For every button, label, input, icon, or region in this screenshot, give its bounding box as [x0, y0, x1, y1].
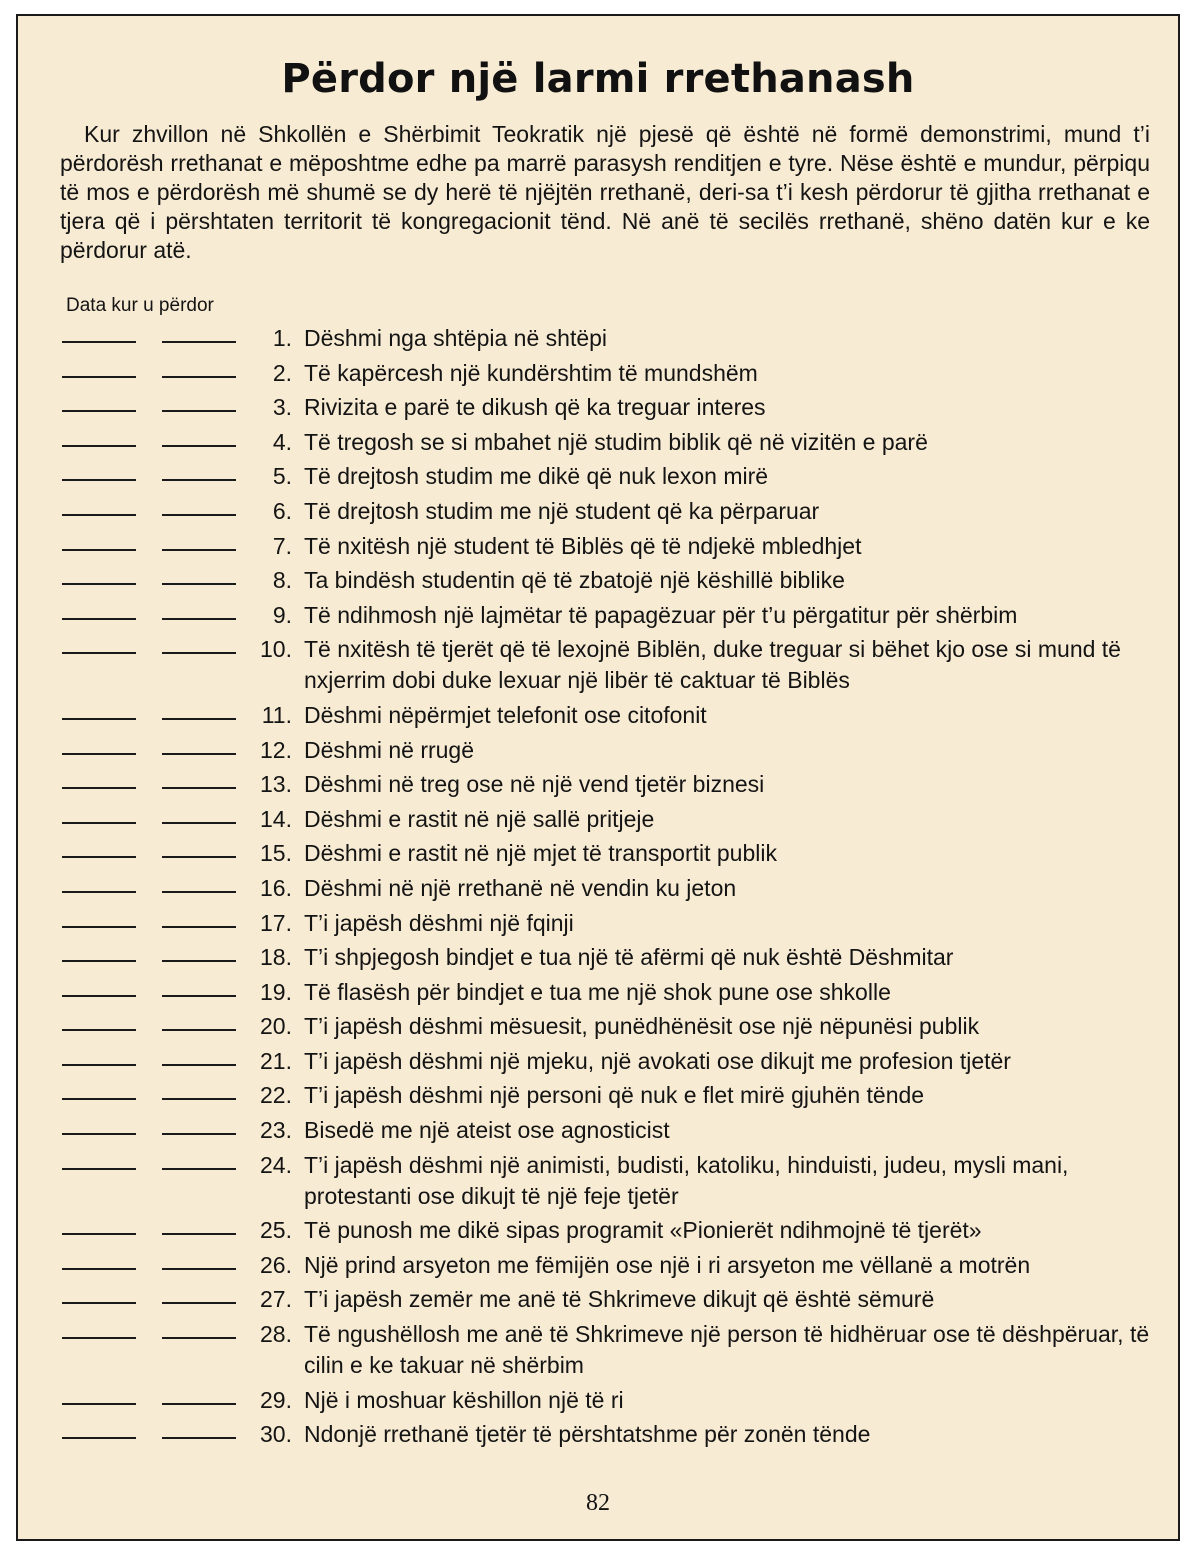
list-item [62, 769, 1162, 800]
item-number: 8. [272, 567, 292, 594]
date-blank-1[interactable] [62, 1250, 136, 1270]
date-blank-2[interactable] [162, 838, 236, 858]
item-text: Rivizita e parë te dikush që ka treguar interes [304, 394, 766, 421]
item-text: Ndonjë rrethanë tjetër të përshtatshme për zonën tënde [304, 1421, 871, 1448]
item-text: T’i japësh dëshmi një fqinji [304, 909, 574, 936]
item-text: Të flasësh për bindjet e tua me një shok pune ose shkolle [304, 978, 891, 1005]
item-number: 11. [261, 701, 292, 728]
item-number: 30. [260, 1421, 292, 1448]
item-number: 10. [260, 636, 292, 663]
date-blank-1[interactable] [62, 1419, 136, 1439]
date-blank-1[interactable] [62, 461, 136, 481]
item-text: T’i japësh dëshmi mësuesit, punëdhënësit ose një nëpunësi publik [304, 1013, 980, 1040]
date-blank-2[interactable] [162, 735, 236, 755]
item-number: 5. [272, 463, 292, 490]
list-item [62, 1215, 1162, 1246]
date-blank-2[interactable] [162, 600, 236, 620]
date-blank-1[interactable] [62, 1284, 136, 1304]
date-blank-1[interactable] [62, 323, 136, 343]
date-blank-1[interactable] [62, 977, 136, 997]
date-blank-1[interactable] [62, 804, 136, 824]
item-number: 4. [272, 428, 292, 455]
item-number: 24. [260, 1151, 292, 1178]
item-number: 13. [260, 771, 292, 798]
list-item [62, 1250, 1162, 1281]
list-item [62, 323, 1162, 354]
date-blank-1[interactable] [62, 1080, 136, 1100]
item-number: 1. [272, 325, 292, 351]
list-item [62, 1284, 1162, 1315]
date-blank-2[interactable] [162, 942, 236, 962]
item-text: Bisedë me një ateist ose agnosticist [304, 1117, 670, 1144]
list-item [62, 427, 1162, 458]
list-item [62, 392, 1162, 423]
date-blank-2[interactable] [162, 1115, 236, 1135]
item-number: 19. [260, 978, 292, 1005]
item-number: 27. [260, 1286, 292, 1313]
item-text: Të tregosh se si mbahet një studim biblik që në vizitën e parë [304, 428, 928, 455]
item-number: 28. [260, 1321, 292, 1348]
item-number: 29. [260, 1386, 292, 1413]
date-blank-2[interactable] [162, 1080, 236, 1100]
item-text: Dëshmi nga shtëpia në shtëpi [304, 325, 608, 351]
list-item [62, 634, 1162, 696]
date-blank-1[interactable] [62, 1150, 136, 1170]
list-item [62, 531, 1162, 562]
date-blank-2[interactable] [162, 1011, 236, 1031]
date-blank-1[interactable] [62, 735, 136, 755]
date-blank-1[interactable] [62, 908, 136, 928]
date-blank-2[interactable] [162, 427, 236, 447]
intro-paragraph: Kur zhvillon në Shkollën e Shërbimit Teokratik një pjesë që është në formë demonstrimi, mund t’i përdorësh rrethanat e mëposhtme edhe pa marrë parasysh renditjen e tyre. Nëse është e mundur, përpiqu të mos e përdorësh më shumë se dy herë të njëjtën rrethanë, deri-sa t’i kesh përdorur të gjitha rrethanat e tjera që i përshtaten territorit të kongregacionit tënd. Në anë të secilës rrethanë, shëno datën kur e ke përdorur atë. [60, 121, 1150, 263]
item-number: 2. [272, 359, 292, 386]
date-blank-1[interactable] [62, 565, 136, 585]
list-item [62, 977, 1162, 1008]
item-text: Të ndihmosh një lajmëtar të papagëzuar për t’u përgatitur për shërbim [304, 601, 1018, 628]
item-text: T’i japësh dëshmi një personi që nuk e flet mirë gjuhën tënde [304, 1082, 925, 1109]
item-text: Dëshmi në një rrethanë në vendin ku jeton [304, 874, 737, 901]
date-blank-1[interactable] [62, 392, 136, 412]
list-item [62, 496, 1162, 527]
date-blank-1[interactable] [62, 1011, 136, 1031]
item-text: T’i japësh dëshmi një mjeku, një avokati ose dikujt me profesion tjetër [304, 1047, 1011, 1074]
list-item [62, 1115, 1162, 1146]
item-text: Të punosh me dikë sipas programit «Pionierët ndihmojnë të tjerët» [304, 1217, 982, 1244]
page-number: 82 [586, 1490, 610, 1516]
date-blank-2[interactable] [162, 1419, 236, 1439]
date-blank-1[interactable] [62, 700, 136, 720]
date-blank-1[interactable] [62, 1319, 136, 1339]
list-item [62, 1419, 1162, 1450]
item-number: 7. [272, 532, 292, 559]
date-blank-2[interactable] [162, 496, 236, 516]
page [16, 14, 1180, 1541]
list-item [62, 804, 1162, 835]
date-blank-2[interactable] [162, 769, 236, 789]
date-blank-1[interactable] [62, 531, 136, 551]
date-blank-2[interactable] [162, 1385, 236, 1405]
item-text: Të nxitësh një student të Biblës që të ndjekë mbledhjet [304, 532, 862, 559]
item-number: 25. [260, 1217, 292, 1244]
date-blank-1[interactable] [62, 600, 136, 620]
list-item [62, 1046, 1162, 1077]
date-blank-2[interactable] [162, 1284, 236, 1304]
list-item [62, 1150, 1162, 1212]
date-blank-1[interactable] [62, 942, 136, 962]
list-item [62, 358, 1162, 389]
date-blank-2[interactable] [162, 392, 236, 412]
date-blank-2[interactable] [162, 908, 236, 928]
date-blank-2[interactable] [162, 1150, 236, 1170]
date-blank-2[interactable] [162, 700, 236, 720]
date-blank-2[interactable] [162, 323, 236, 343]
item-number: 6. [272, 497, 292, 524]
item-text: Një prind arsyeton me fëmijën ose një i ri arsyeton me vëllanë a motrën [304, 1251, 1031, 1278]
item-number: 9. [272, 601, 292, 628]
date-blank-1[interactable] [62, 769, 136, 789]
list-item [62, 942, 1162, 973]
date-blank-2[interactable] [162, 1046, 236, 1066]
item-number: 3. [272, 394, 292, 421]
list-item [62, 1080, 1162, 1111]
list-item [62, 908, 1162, 939]
item-number: 21. [260, 1047, 292, 1074]
list-item [62, 565, 1162, 596]
date-blank-1[interactable] [62, 1046, 136, 1066]
item-number: 16. [260, 874, 292, 901]
date-column-header: Data kur u përdor [66, 295, 214, 316]
item-text: T’i japësh zemër me anë të Shkrimeve dikujt që është sëmurë [304, 1286, 935, 1313]
date-blank-2[interactable] [162, 1319, 236, 1339]
item-text: Të drejtosh studim me dikë që nuk lexon mirë [304, 463, 769, 490]
date-blank-1[interactable] [62, 634, 136, 654]
date-blank-2[interactable] [162, 531, 236, 551]
date-blank-1[interactable] [62, 1385, 136, 1405]
item-number: 17. [260, 909, 292, 936]
item-number: 23. [260, 1117, 292, 1144]
date-blank-2[interactable] [162, 873, 236, 893]
date-blank-2[interactable] [162, 1215, 236, 1235]
item-number: 20. [260, 1013, 292, 1040]
item-text: Dëshmi nëpërmjet telefonit ose citofonit [304, 701, 707, 728]
date-blank-2[interactable] [162, 804, 236, 824]
item-text: Të kapërcesh një kundërshtim të mundshëm [304, 359, 758, 386]
situation-list [62, 323, 1162, 1454]
item-text: Dëshmi në rrugë [304, 736, 475, 763]
item-number: 18. [260, 944, 292, 971]
item-number: 26. [260, 1251, 292, 1278]
item-text: T’i shpjegosh bindjet e tua një të afërmi që nuk është Dëshmitar [304, 944, 954, 971]
item-text: Të nxitësh të tjerët që të lexojnë Biblën, duke treguar si bëhet kjo ose si mund të nxjerrim dobi duke lexuar një libër të caktuar të Biblës [304, 636, 1121, 694]
list-item [62, 700, 1162, 731]
item-text: Të drejtosh studim me një student që ka përparuar [304, 497, 820, 524]
item-text: T’i japësh dëshmi një animisti, budisti, katoliku, hinduisti, judeu, mysli mani, protestanti ose dikujt të një feje tjetër [304, 1151, 1069, 1209]
date-blank-2[interactable] [162, 1250, 236, 1270]
date-blank-1[interactable] [62, 1215, 136, 1235]
date-blank-2[interactable] [162, 565, 236, 585]
list-item [62, 838, 1162, 869]
list-item [62, 1011, 1162, 1042]
item-text: Dëshmi e rastit në një mjet të transportit publik [304, 840, 777, 867]
date-blank-1[interactable] [62, 496, 136, 516]
list-item [62, 600, 1162, 631]
list-item [62, 735, 1162, 766]
date-blank-2[interactable] [162, 634, 236, 654]
date-blank-1[interactable] [62, 1115, 136, 1135]
item-number: 15. [260, 840, 292, 867]
item-text: Të ngushëllosh me anë të Shkrimeve një person të hidhëruar ose të dëshpëruar, të cilin e ke takuar në shërbim [304, 1321, 1150, 1379]
date-blank-2[interactable] [162, 358, 236, 378]
date-blank-1[interactable] [62, 427, 136, 447]
page-title: Përdor një larmi rrethanash [281, 56, 915, 102]
date-blank-1[interactable] [62, 358, 136, 378]
item-text: Ta bindësh studentin që të zbatojë një këshillë biblike [304, 567, 845, 594]
item-number: 14. [260, 805, 292, 832]
date-blank-2[interactable] [162, 977, 236, 997]
list-item [62, 1319, 1162, 1381]
item-text: Një i moshuar këshillon një të ri [304, 1386, 624, 1413]
item-text: Dëshmi e rastit në një sallë pritjeje [304, 805, 655, 832]
item-text: Dëshmi në treg ose në një vend tjetër biznesi [304, 771, 765, 798]
item-number: 12. [260, 736, 292, 763]
date-blank-1[interactable] [62, 838, 136, 858]
item-number: 22. [260, 1082, 292, 1109]
date-blank-1[interactable] [62, 873, 136, 893]
list-item [62, 1385, 1162, 1416]
list-item [62, 873, 1162, 904]
list-item [62, 461, 1162, 492]
date-blank-2[interactable] [162, 461, 236, 481]
